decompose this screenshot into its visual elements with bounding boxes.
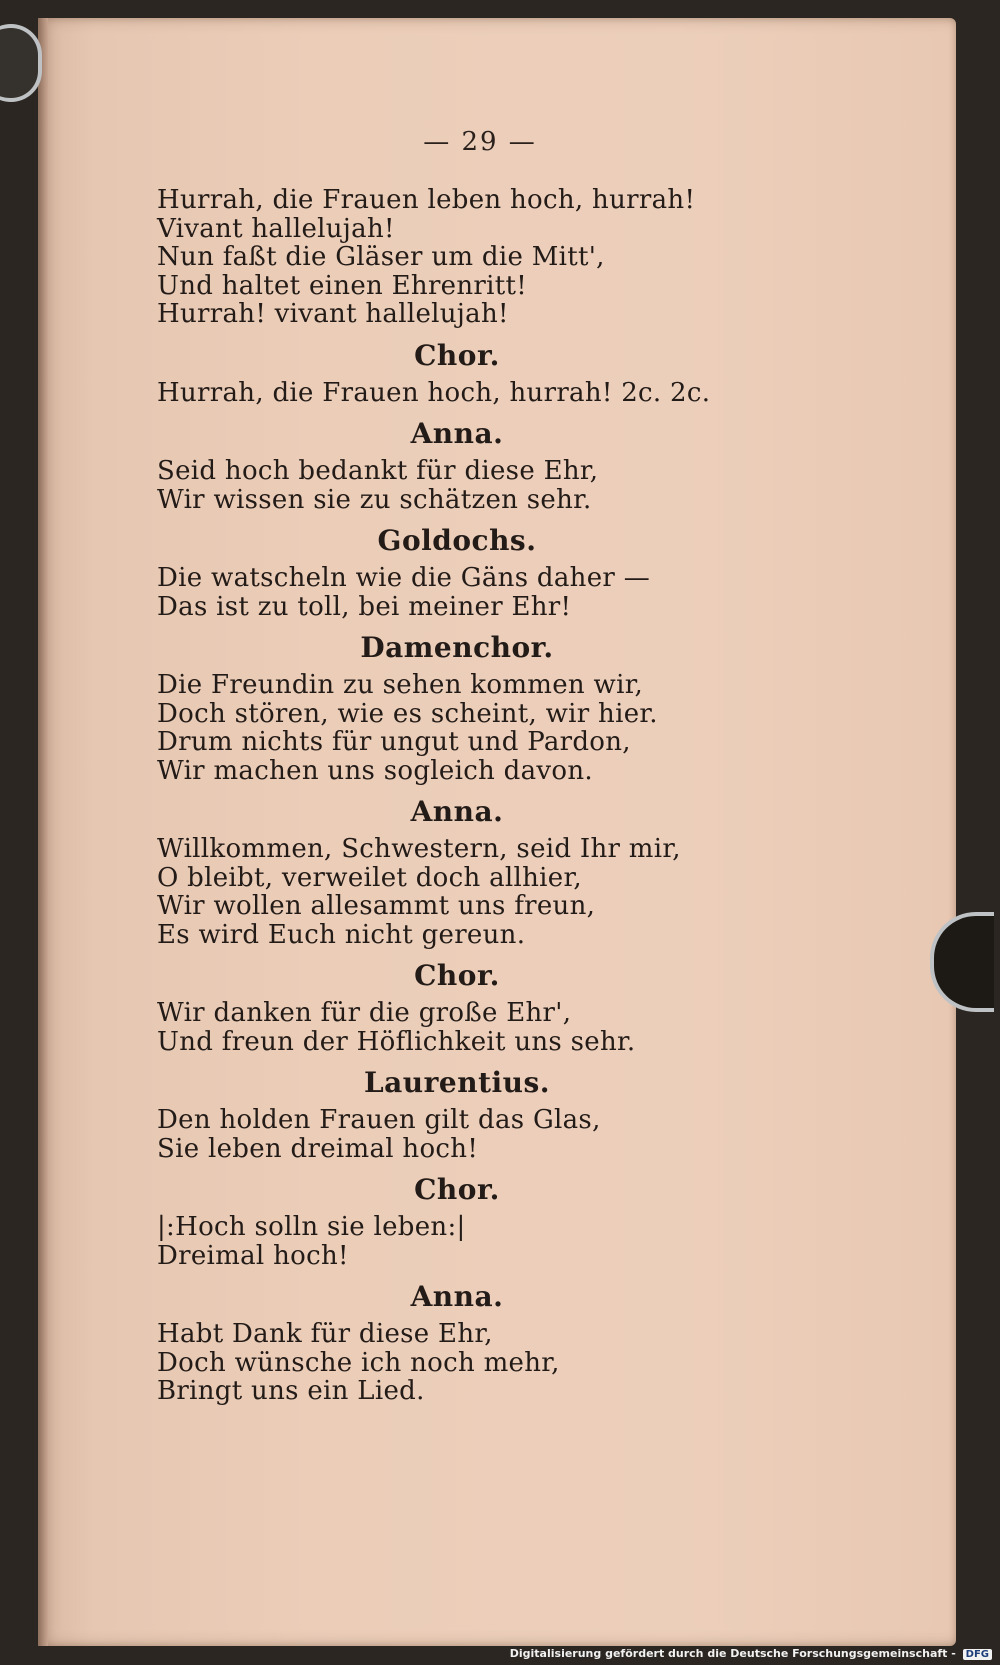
footer-text: Digitalisierung gefördert durch die Deutsche Forschungsgemeinschaft - [509,1647,956,1660]
verse-block [157,999,717,1056]
verse-line: Wir danken für die große Ehr', [157,998,572,1028]
verse-block [157,1106,717,1163]
verse-block [157,671,717,785]
page-number: — 29 — [423,127,537,157]
verse-line: Nun faßt die Gläser um die Mitt', [157,242,605,272]
verse-line: Hurrah, die Frauen leben hoch, hurrah! [157,185,696,215]
speaker-heading: Damenchor. [360,631,554,664]
verse-line: Es wird Euch nicht gereun. [157,919,526,950]
verse-line: Drum nichts für ungut und Pardon, [157,727,631,757]
speaker-heading: Goldochs. [377,524,537,557]
verse-line: Die watscheln wie die Gäns daher — [157,563,651,593]
verse-line: Hurrah! vivant hallelujah! [157,299,509,329]
speaker-heading: Laurentius. [363,1066,551,1099]
verse-line: Doch stören, wie es scheint, wir hier. [157,698,658,729]
verse-line: Das ist zu toll, bei meiner Ehr! [157,591,572,622]
verse-line: Sie leben dreimal hoch! [157,1133,479,1164]
verse-line: Die Freundin zu sehen kommen wir, [157,670,644,700]
verse-line: O bleibt, verweilet doch allhier, [157,862,582,893]
verse-line: Den holden Frauen gilt das Glas, [157,1105,601,1135]
verse-line: Vivant hallelujah! [157,213,395,244]
verse-line: Und haltet einen Ehrenritt! [157,270,527,301]
verse-line: Dreimal hoch! [157,1240,349,1271]
verse-block [157,379,717,408]
verse-line: Seid hoch bedankt für diese Ehr, [157,456,599,486]
verse-line: Wir wissen sie zu schätzen sehr. [157,484,592,515]
verse-line: |:Hoch solln sie leben:| [157,1212,466,1242]
speaker-heading: Chor. [414,338,500,372]
verse-block [157,835,717,949]
verse-line: Und freun der Höflichkeit uns sehr. [157,1026,636,1057]
verse-line: Habt Dank für diese Ehr, [157,1319,493,1349]
verse-block [157,186,717,329]
verse-block [157,564,717,621]
speaker-heading: Anna. [410,417,504,450]
verse-line: Bringt uns ein Lied. [157,1376,425,1406]
verse-block [157,1320,717,1406]
speaker-heading: Chor. [414,1173,500,1206]
verse-line: Doch wünsche ich noch mehr, [157,1347,560,1378]
page-spine [38,18,48,1646]
speaker-heading: Anna. [410,1280,504,1313]
speaker-heading: Chor. [414,959,500,992]
verse-line: Wir wollen allesammt uns freun, [157,891,596,921]
binding-clip-top [0,24,42,102]
verse-block [157,1213,717,1270]
speaker-heading: Anna. [410,795,504,828]
verse-line: Wir machen uns sogleich davon. [157,755,593,786]
verse-line: Hurrah, die Frauen hoch, hurrah! 2c. 2c. [157,377,711,408]
libretto-text [157,186,717,1406]
verse-block [157,457,717,514]
verse-line: Willkommen, Schwestern, seid Ihr mir, [157,834,681,864]
footer-credit [510,1647,992,1660]
dfg-logo: DFG [963,1649,992,1660]
